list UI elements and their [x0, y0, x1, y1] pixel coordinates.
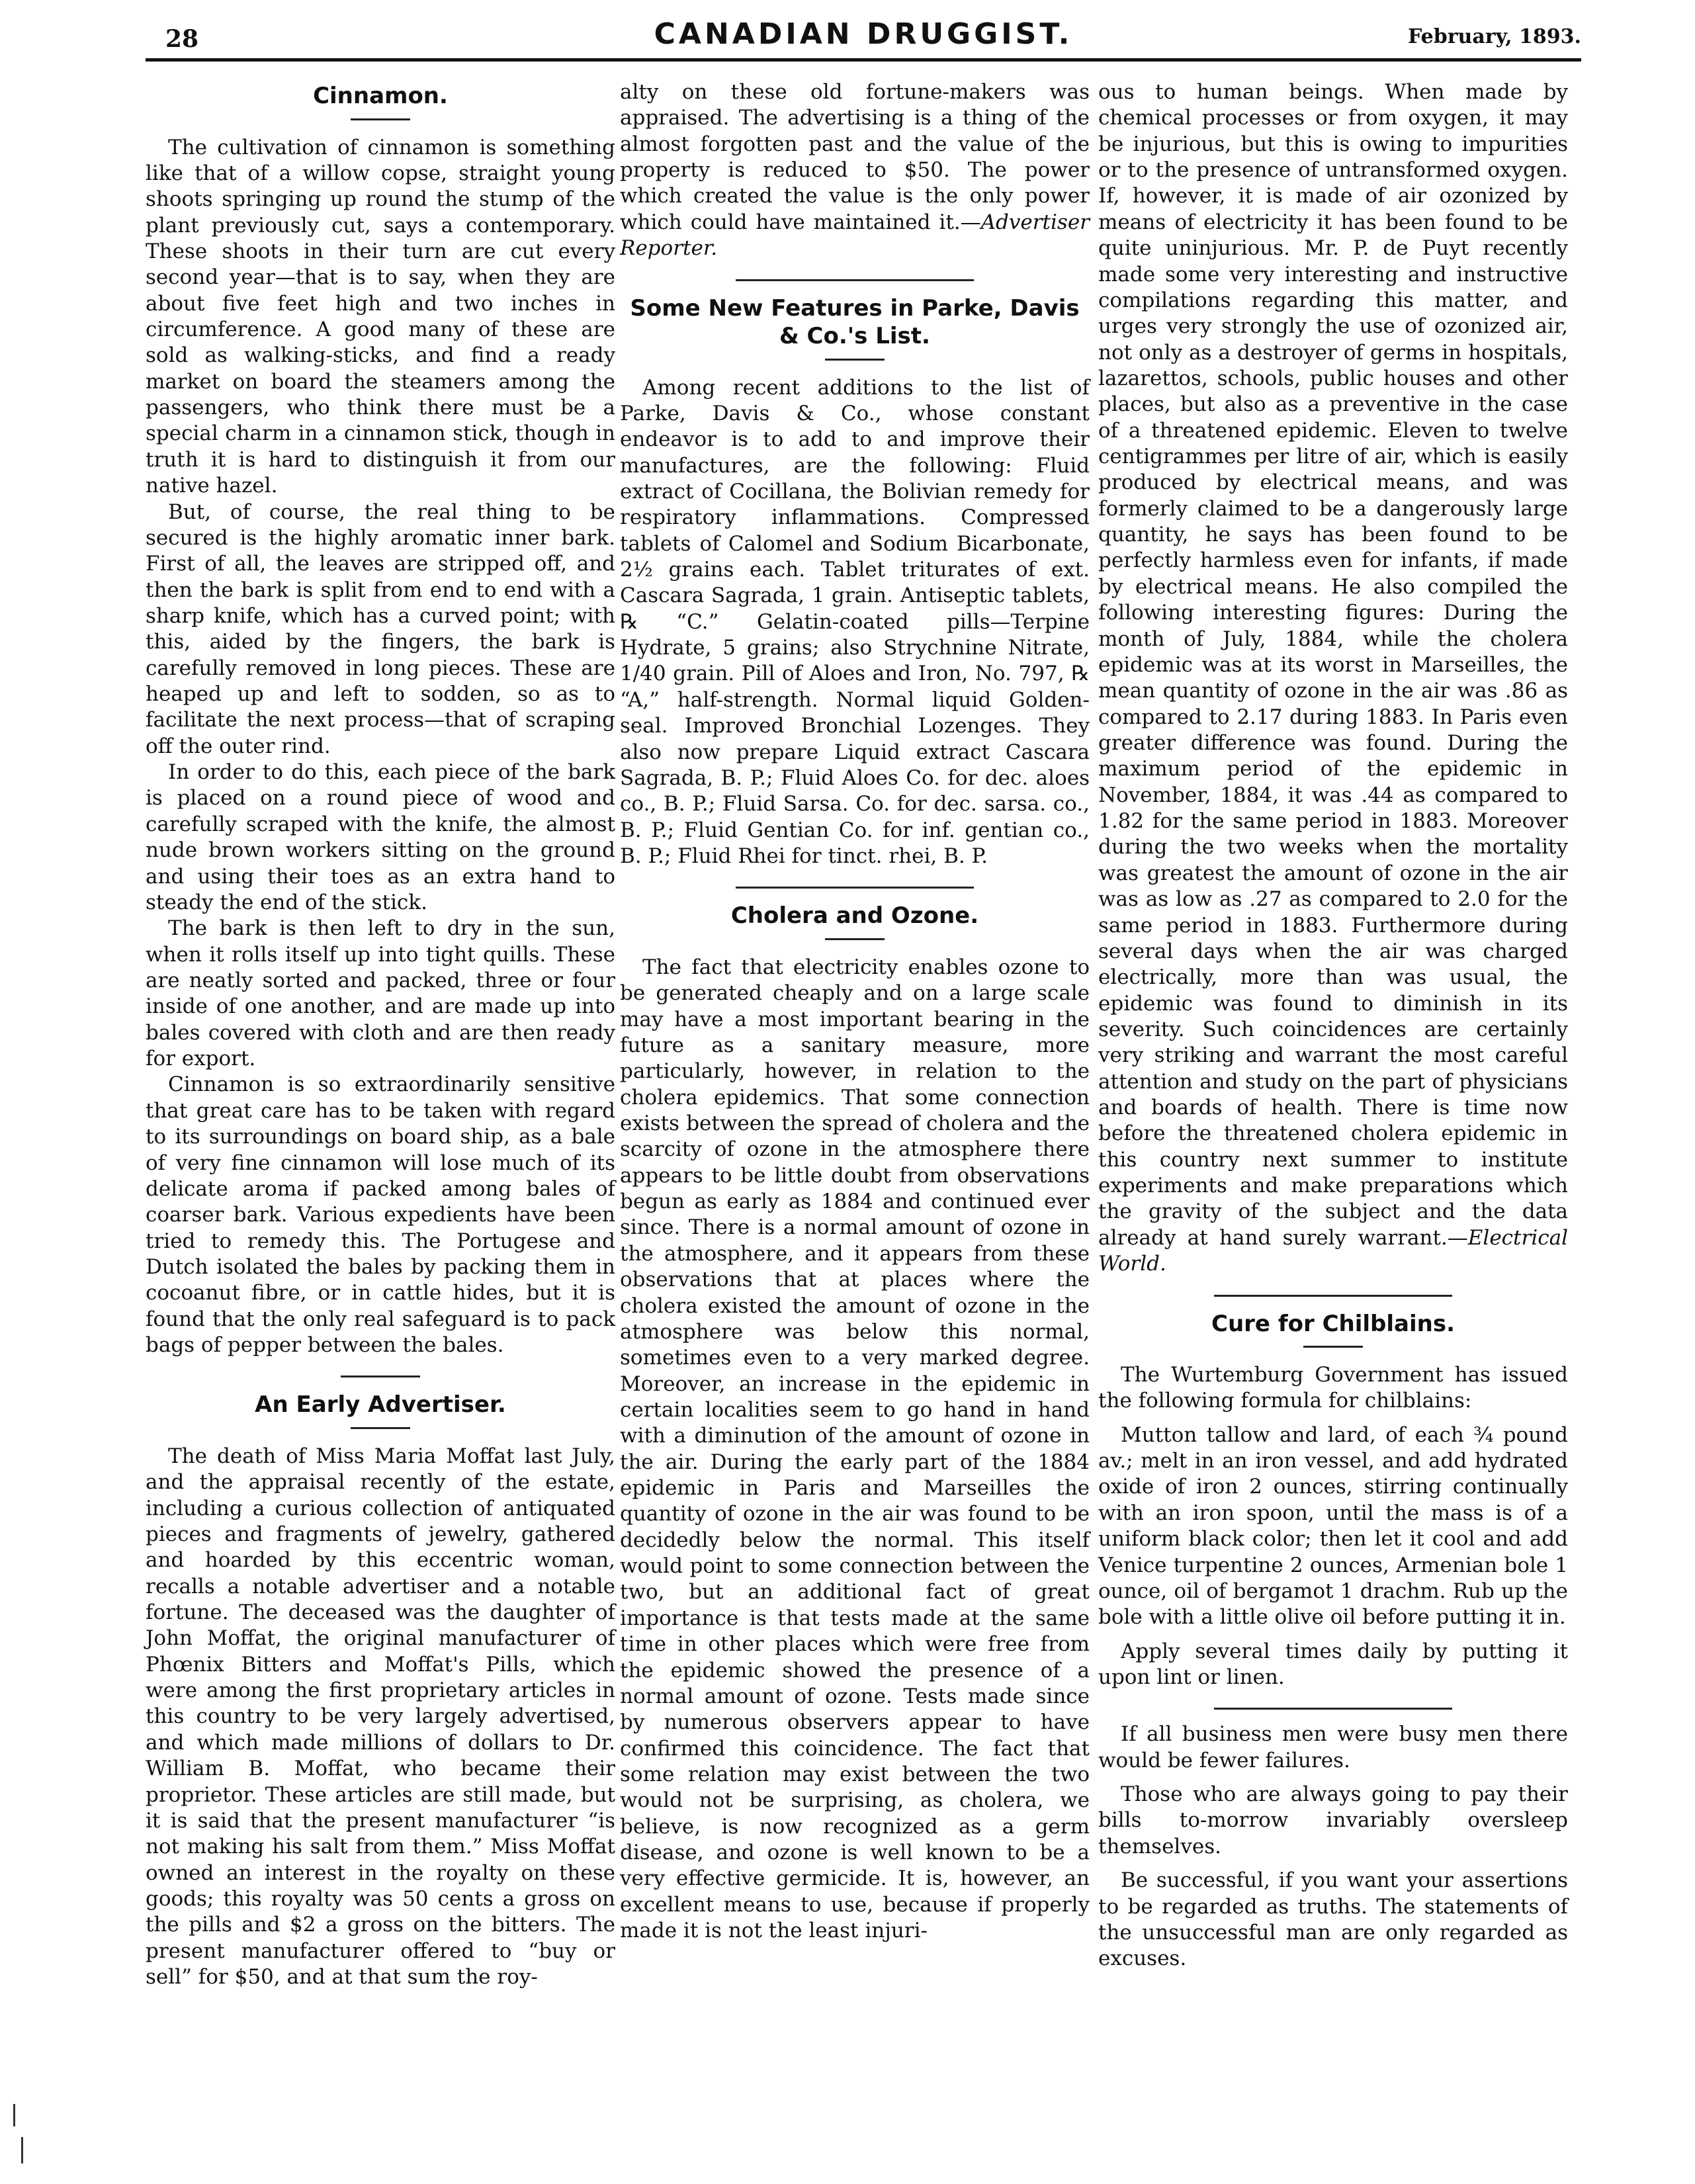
advertiser-heading: An Early Advertiser.	[255, 1391, 506, 1419]
article-paragraph: The death of Miss Maria Moffat last July, and the appraisal recently of the estate, including a curious collection of antiquated pieces and fragments of jewelry, gathered and hoarded by this eccentric woman, recalls a notable advertiser and a notable fortune. The deceased was the daughter of John Moffat, the original manufacturer of Phœnix Bitters and Moffat's Pills, which were among the first proprietary articles in this country to be very largely advertised, and which made millions of dollars to Dr. William B. Moffat, who became their proprietor. These articles are still made, but it is said that the present manufacturer “is not making his salt from them.” Miss Moffat owned an interest in the royalty on these goods; this royalty was 50 cents a gross on the pills and $2 a gross on the bitters. The present manufacturer offered to “buy or sell” for $50, and at that sum the roy-	[146, 1444, 615, 1989]
divider	[1303, 1346, 1363, 1348]
divider	[825, 359, 885, 361]
divider	[825, 938, 885, 940]
section-divider	[736, 887, 974, 889]
masthead: CANADIAN DRUGGIST.	[654, 17, 1073, 51]
divider	[351, 1427, 410, 1429]
article-paragraph: The Wurtemburg Government has issued the following formula for chilblains:	[1098, 1363, 1568, 1413]
section-divider	[1214, 1708, 1452, 1710]
column-3	[1098, 79, 1568, 1972]
cinnamon-heading: Cinnamon.	[313, 83, 448, 109]
margin-scan-marks	[13, 2104, 40, 2170]
article-paragraph	[620, 79, 1090, 262]
article-paragraph: The cultivation of cinnamon is something like that of a willow copse, straight young shoots springing up round the stump of the plant previously cut, says a contemporary. These shoots in their turn are cut every second year—that is to say, when they are about five feet high and two inches in circumference. A good many of these are sold as walking-sticks, and find a ready market on board the steamers among the passengers, who think there must be a special charm in a cinnamon stick, though in truth it is hard to distinguish it from our native hazel.	[146, 135, 615, 498]
column-2	[620, 79, 1090, 1944]
column-1	[146, 79, 615, 1990]
article-paragraph: But, of course, the real thing to be secured is the highly aromatic inner bark. First of all, the leaves are stripped off, and then the bark is split from end to end with a sharp knife, which has a curved point; with this, aided by the fingers, the bark is carefully removed in long pieces. These are heaped up and left to sodden, so as to facilitate the next process—that of scraping off the outer rind.	[146, 500, 615, 758]
continued-text: alty on these old fortune-makers was appraised. The advertising is a thing of the almost forgotten past and the value of the property is reduced to $50. The power which created the value is the only power which could have maintained it.—	[620, 80, 1090, 234]
section-divider	[736, 279, 974, 281]
article-paragraph: The fact that electricity enables ozone to be generated cheaply and on a large scale may have a most important bearing in the future as a sanitary measure, more particularly, however, in relation to the cholera epidemics. That some connection exists between the spread of cholera and the scarcity of ozone in the atmosphere there appears to be little doubt from observations begun as early as 1884 and continued ever since. There is a normal amount of ozone in the atmosphere, and it appears from these observations that at places where the cholera existed the amount of ozone in the atmosphere was below this normal, sometimes even to a very marked degree. Moreover, an increase in the epidemic in certain localities seem to go hand in hand with a diminution of the amount of ozone in the air. During the early part of the 1884 epidemic in Paris and Marseilles the quantity of ozone in the air was found to be decidedly below the normal. This itself would point to some connection between the two, but an additional fact of great importance is that tests made at the same time in other places which were free from the epidemic showed the presence of a normal amount of ozone. Tests made since by numerous observers appear to have confirmed this coincidence. The fact that some relation may exist between the two would not be surprising, as cholera, we believe, is now recognized as a germ disease, and ozone is well known to be a very effective germicide. It is, however, an excellent means to use, because if properly made it is not the least injuri-	[620, 955, 1090, 1943]
continued-text: ous to human beings. When made by chemical processes or from oxygen, it may be injurious, but this is owing to impurities or to the presence of untransformed oxygen. If, however, it is made of air ozonized by means of electricity it has been found to be quite uninjurious. Mr. P. de Puyt recently made some very interesting and instructive compilations regarding this matter, and urges very strongly the use of ozonized air, not only as a destroyer of germs in hospitals, lazarettos, schools, public houses and other places, but also as a preventive in the case of a threatened epidemic. Eleven to twelve centigrammes per litre of air, which is easily produced by electrical means, and was formerly claimed to be a dangerously large quantity, he says has been found to be perfectly harmless even for infants, if made by electrical means. He also compiled the following interesting figures: During the month of July, 1884, while the cholera epidemic was at its worst in Marseilles, the mean quantity of ozone in the air was .86 as compared to 2.17 during 1883. In Paris even greater difference was found. During the maximum period of the epidemic in November, 1884, it was .44 as compared to 1.82 for the same period in 1883. Moreover during the two weeks when the mortality was greatest the amount of ozone in the air was as low as .27 as compared to 2.0 for the same period in 1883. Furthermore during several days when the air was charged electrically, more than was usual, the epidemic was found to diminish in its severity. Such coincidences are certainly very striking and warrant the most careful attention and study on the part of physicians and boards of health. There is time now before the threatened cholera epidemic in this country next summer to institute experiments and make preparations which the gravity of the subject and the data already at hand surely warrant.—	[1098, 80, 1568, 1250]
article-paragraph: In order to do this, each piece of the bark is placed on a round piece of wood and carefully scraped with the knife, the almost nude brown workers sitting on the ground and using their toes as an extra hand to steady the end of the stick.	[146, 760, 615, 914]
section-divider	[1214, 1295, 1452, 1297]
article-paragraph: Apply several times daily by putting it upon lint or linen.	[1098, 1639, 1568, 1689]
filler-paragraph: Those who are always going to pay their bills to-morrow invariably oversleep themselves.	[1098, 1782, 1568, 1858]
source-credit: Electrical World.	[1098, 1225, 1568, 1276]
scan-mark	[13, 2104, 15, 2126]
filler-paragraph: Be successful, if you want your assertions to be regarded as truths. The statements of the unsuccessful man are only regarded as excuses.	[1098, 1868, 1568, 1971]
article-paragraph: Mutton tallow and lard, of each ¾ pound av.; melt in an iron vessel, and add hydrated oxide of iron 2 ounces, stirring continually with an iron spoon, until the mass is of a uniform black color; then let it cool and add Venice turpentine 2 ounces, Armenian bole 1 ounce, oil of bergamot 1 drachm. Rub up the bole with a little olive oil before putting it in.	[1098, 1422, 1568, 1630]
filler-paragraph: If all business men were busy men there would be fewer failures.	[1098, 1722, 1568, 1772]
article-paragraph: The bark is then left to dry in the sun, when it rolls itself up into tight quills. These are neatly sorted and packed, three or four inside of one another, and are made up into bales covered with cloth and are then ready for export.	[146, 916, 615, 1071]
section-divider	[341, 1376, 420, 1377]
parke-davis-heading: Some New Features in Parke, Davis & Co.'s List.	[630, 294, 1080, 350]
article-paragraph	[1098, 79, 1568, 1278]
scan-mark	[21, 2137, 23, 2163]
page-header	[146, 12, 1581, 62]
cholera-heading: Cholera and Ozone.	[730, 902, 979, 930]
issue-date: February, 1893.	[1408, 25, 1581, 48]
article-paragraph: Among recent additions to the list of Parke, Davis & Co., whose constant endeavor is to add to and improve their manufactures, are the following: Fluid extract of Cocillana, the Bolivian remedy for respiratory inflammations. Compressed tablets of Calomel and Sodium Bicarbonate, 2½ grains each. Tablet triturates of ext. Cascara Sagrada, 1 grain. Antiseptic tablets, ℞ “C.” Gelatin-coated pills—Terpine Hydrate, 5 grains; also Strychnine Nitrate, 1/40 grain. Pill of Aloes and Iron, No. 797, ℞ “A,” half-strength. Normal liquid Golden-seal. Improved Bronchial Lozenges. They also now prepare Liquid extract Cascara Sagrada, B. P.; Fluid Aloes Co. for dec. aloes co., B. P.; Fluid Sarsa. Co. for dec. sarsa. co., B. P.; Fluid Gentian Co. for inf. gentian co., B. P.; Fluid Rhei for tinct. rhei, B. P.	[620, 375, 1090, 868]
source-credit: Advertiser Reporter.	[620, 210, 1090, 261]
divider	[351, 118, 410, 120]
article-paragraph: Cinnamon is so extraordinarily sensitive that great care has to be taken with regard to its surroundings on board ship, as a bale of very fine cinnamon will lose much of its delicate aroma if packed among bales of coarser bark. Various expedients have been tried to remedy this. The Portugese and Dutch isolated the bales by packing them in cocoanut fibre, or in cattle hides, but it is found that the only real safeguard is to pack bags of pepper between the bales.	[146, 1072, 615, 1358]
chilblains-heading: Cure for Chilblains.	[1211, 1310, 1455, 1337]
page-number: 28	[165, 25, 199, 53]
